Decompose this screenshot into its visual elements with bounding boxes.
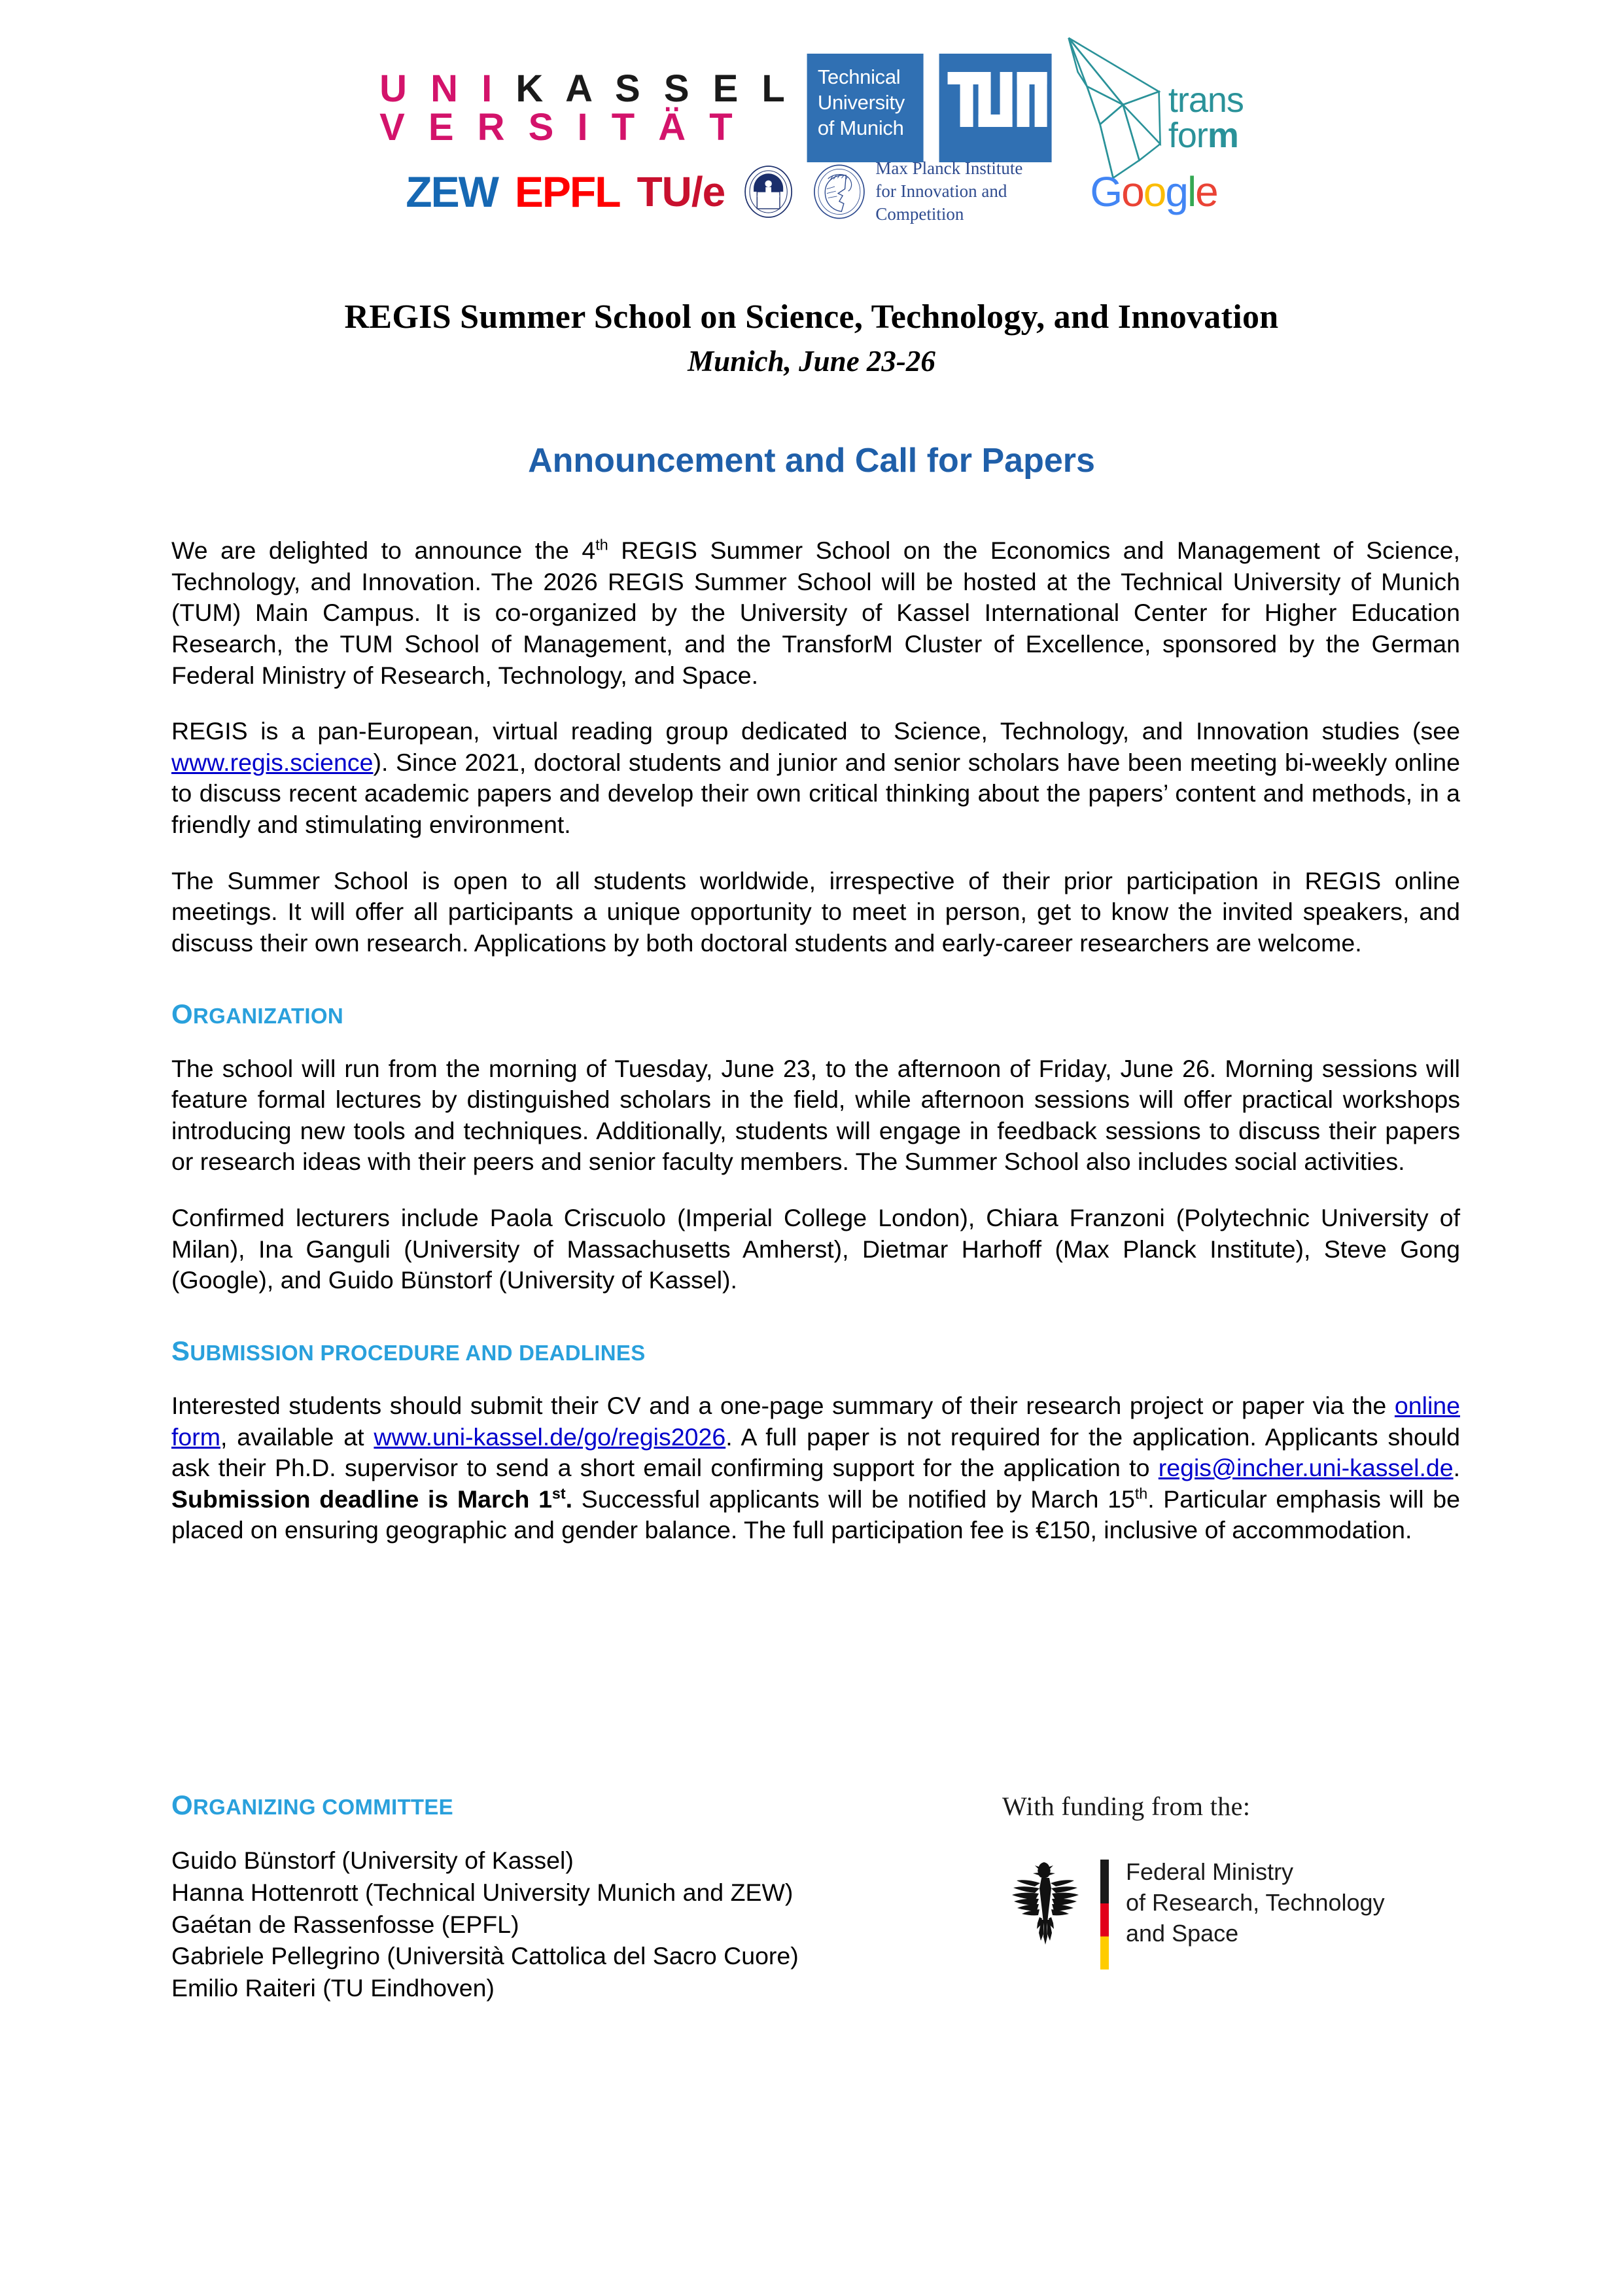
federal-ministry-text xyxy=(1126,1857,1385,1949)
online-form-link[interactable]: online form xyxy=(171,1391,1460,1451)
submission-text-f: . Particular emphasis will be placed on ensuring geographic and gender balance. The full participation fee is €150, inclusive of accommodation. xyxy=(171,1485,1460,1544)
tum-wordmark-box xyxy=(807,54,924,162)
uni-kassel-regis-url-link[interactable]: www.uni-kassel.de/go/regis2026 xyxy=(374,1422,726,1451)
intro-p2-text-b: ). Since 2021, doctoral students and junior and senior scholars have been meeting bi-weekly online to discuss recent academic papers and develop their own critical thinking about the papers’ content and methods, in a friendly and stimulating environment. xyxy=(171,748,1460,838)
title-block xyxy=(0,298,1623,480)
tum-word-line1: Technical xyxy=(817,65,901,88)
committee-member-list xyxy=(171,1845,943,2004)
intro-p1-text-b: REGIS Summer School on the Economics and Management of Science, Technology, and Innovation. The 2026 REGIS Summer School will be hosted at the Technical University of Munich (TUM) Main Campus. It is co-organized by the University of Kassel International Center for Higher Education Research, the TUM School of Management, and the TransforM Cluster of Excellence, sponsored by the German Federal Ministry of Research, Technology, and Space. xyxy=(171,537,1460,689)
submission-deadline-bold-a: Submission deadline is March 1 xyxy=(171,1485,552,1513)
uni-kassel-line1-black: K A S S E L xyxy=(515,67,792,110)
google-letter-o2: o xyxy=(1143,168,1166,215)
organization-paragraph-1: The school will run from the morning of Tuesday, June 23, to the afternoon of Friday, June 26. Morning sessions will feature formal lectures by distinguished scholars in the field, while afternoon sessions will offer practical workshops introducing new tools and techniques. Additionally, students will engage in feedback sessions to discuss their papers or research ideas with their peers and senior faculty members. The Summer School also includes social activities. xyxy=(171,1054,1460,1176)
mpi-line1: Max Planck Institute xyxy=(875,158,1023,178)
submission-paragraph xyxy=(171,1390,1460,1546)
submission-text-e: Successful applicants will be notified by March 15 xyxy=(572,1485,1135,1513)
list-item: Gabriele Pellegrino (Università Cattolica del Sacro Cuore) xyxy=(171,1942,799,1970)
transform-word-trans: trans xyxy=(1168,80,1244,120)
uni-kassel-line2: V E R S I T Ä T xyxy=(379,106,739,149)
spacer xyxy=(171,1321,1460,1335)
transform-wordmark xyxy=(1168,82,1244,153)
list-item: Guido Bünstorf (University of Kassel) xyxy=(171,1846,574,1874)
intro-paragraph-3: The Summer School is open to all students worldwide, irrespective of their prior participation in REGIS online meetings. It will offer all participants a unique opportunity to meet in person, get to know the invited speakers, and discuss their own research. Applications by both doctoral students and early-career researchers are welcome. xyxy=(171,866,1460,957)
submission-heading-rest: UBMISSION PROCEDURE AND DEADLINES xyxy=(190,1340,646,1365)
spacer xyxy=(171,984,1460,998)
call-for-papers-title: Announcement and Call for Papers xyxy=(528,442,1095,480)
intro-paragraph-2 xyxy=(171,716,1460,841)
bundesadler-eagle-icon xyxy=(1002,1857,1089,1955)
bottom-section xyxy=(171,1790,1460,2004)
submission-heading-initial: S xyxy=(171,1335,190,1366)
organization-heading-initial: O xyxy=(171,998,193,1029)
transform-word-m: m xyxy=(1207,116,1238,155)
google-letter-e: e xyxy=(1195,168,1217,215)
submission-text-d: . xyxy=(1453,1454,1460,1482)
submission-text-a: Interested students should submit their CV and a one-page summary of their research project or paper via the xyxy=(171,1391,1395,1419)
intro-paragraph-1 xyxy=(171,535,1460,691)
ministry-line3: and Space xyxy=(1126,1919,1239,1947)
funding-block xyxy=(989,1790,1460,2004)
universita-cattolica-seal-icon xyxy=(742,160,794,223)
page-subtitle: Munich, June 23-26 xyxy=(688,345,935,378)
section-heading-organization xyxy=(171,998,1460,1030)
google-letter-o1: o xyxy=(1121,168,1143,215)
page-title: REGIS Summer School on Science, Technology, and Innovation xyxy=(344,298,1279,336)
max-planck-institute-logo xyxy=(811,157,1069,226)
google-letter-l: l xyxy=(1187,168,1196,215)
intro-p1-text-a: We are delighted to announce the 4 xyxy=(171,537,596,564)
google-letter-g1: G xyxy=(1090,168,1122,215)
ministry-line1: Federal Ministry xyxy=(1126,1858,1294,1885)
tue-logo: TU/e xyxy=(637,168,725,215)
google-letter-g2: g xyxy=(1165,168,1187,215)
logo-row-bottom xyxy=(406,157,1217,226)
intro-p1-ordinal: th xyxy=(595,536,608,554)
organization-heading-rest: RGANIZATION xyxy=(192,1003,343,1028)
zew-logo: ZEW xyxy=(406,167,498,216)
committee-heading-initial: O xyxy=(171,1790,193,1820)
list-item: Gaétan de Rassenfosse (EPFL) xyxy=(171,1910,519,1938)
mpi-line2: for Innovation and Competition xyxy=(875,181,1007,224)
section-heading-submission xyxy=(171,1335,1460,1367)
funding-title: With funding from the: xyxy=(1002,1792,1251,1821)
ministry-line2: of Research, Technology xyxy=(1126,1888,1385,1916)
list-item: Emilio Raiteri (TU Eindhoven) xyxy=(171,1974,495,2002)
tum-word-line2: University xyxy=(817,91,905,115)
document-body xyxy=(171,535,1460,1546)
submission-text-c: . A full paper is not required for the application. Applicants should ask their Ph.D. supervisor to send a short email confirming support for the application to xyxy=(171,1422,1460,1482)
section-heading-organizing-committee xyxy=(171,1790,943,1821)
max-planck-text xyxy=(875,157,1069,226)
google-logo xyxy=(1090,168,1217,216)
uni-kassel-logo xyxy=(379,69,801,147)
submission-deadline-ordinal: st xyxy=(551,1485,566,1502)
transform-word-for: for xyxy=(1168,116,1208,155)
uni-kassel-line1-pink: U N I xyxy=(379,67,499,110)
regis-email-link[interactable]: regis@incher.uni-kassel.de xyxy=(1158,1454,1454,1482)
notification-date-ordinal: th xyxy=(1134,1485,1148,1502)
organizing-committee-block xyxy=(171,1790,943,2004)
regis-website-link[interactable]: www.regis.science xyxy=(171,748,374,776)
tum-monogram-logo xyxy=(939,54,1052,162)
tum-word-line3: of Munich xyxy=(817,116,904,140)
submission-deadline-bold-b: . xyxy=(565,1485,573,1513)
organization-paragraph-2: Confirmed lecturers include Paola Criscuolo (Imperial College London), Chiara Franzoni (Polytechnic University of Milan), Ina Ganguli (University of Massachusetts Amherst), Dietmar Harhoff (Max Planck Institute), Steve Gong (Google), and Guido Bünstorf (University of Kassel). xyxy=(171,1204,1460,1294)
sponsor-logo-header xyxy=(0,26,1623,242)
tum-monogram-icon xyxy=(939,54,1052,162)
intro-p2-text-a: REGIS is a pan-European, virtual reading group dedicated to Science, Technology, and Innovation studies (see xyxy=(171,717,1460,745)
list-item: Hanna Hottenrott (Technical University Munich and ZEW) xyxy=(171,1878,794,1906)
minerva-head-icon xyxy=(811,160,867,224)
federal-ministry-logo xyxy=(1002,1857,1460,1969)
epfl-logo: EPFL xyxy=(514,167,620,216)
submission-text-b: , available at xyxy=(220,1422,374,1451)
german-flag-bar xyxy=(1100,1860,1109,1969)
committee-heading-rest: RGANIZING COMMITTEE xyxy=(192,1795,453,1819)
